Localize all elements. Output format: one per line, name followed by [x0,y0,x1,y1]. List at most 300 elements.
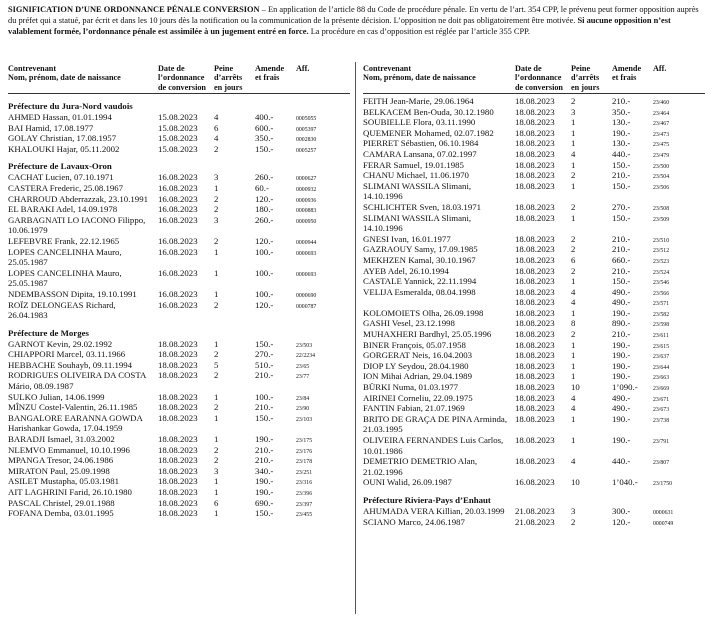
peine-days: 2 [214,370,219,381]
affaire-number: 0000690 [296,292,317,299]
table-row [363,117,705,128]
conversion-date: 18.08.2023 [515,329,555,340]
table-row [8,498,350,509]
conversion-date: 15.08.2023 [158,122,198,133]
amende-amount: 150.- [612,159,631,170]
table-row [8,194,350,205]
left-table-body [8,100,350,519]
affaire-number: 23/460 [653,100,670,106]
conversion-date: 18.08.2023 [515,403,555,414]
amende-amount: 150.- [255,412,274,423]
amende-amount: 190.- [255,434,274,445]
amende-amount: 150.- [255,508,274,519]
amende-amount: 490.- [612,297,631,308]
peine-days: 2 [214,444,219,455]
contrevenant-name: OLIVEIRA FERNANDES Luis Carlos, 10.01.1986 [363,435,504,456]
table-row [363,435,705,456]
peine-days: 2 [571,516,576,527]
affaire-number: 23/671 [653,396,670,403]
table-row [8,349,350,360]
contrevenant-name: KOLOMOIETS Olha, 26.09.1998 [363,307,484,318]
conversion-date: 18.08.2023 [515,201,555,212]
contrevenant-name: ION Mihai Adrian, 29.04.1989 [363,371,472,382]
amende-amount: 190.- [255,487,274,497]
amende-amount: 300.- [612,505,631,516]
table-row [363,276,705,287]
amende-amount: 210.- [255,455,274,466]
contrevenant-name: SOUBIELLE Flora, 03.11.1990 [363,117,476,128]
contrevenant-name: CHIAPPORI Marcel, 03.11.1966 [8,349,126,360]
affaire-number: 23/475 [653,142,670,149]
peine-days: 1 [214,288,219,299]
amende-amount: 1’090.- [612,382,638,393]
amende-amount: 130.- [612,117,631,128]
affaire-number: 23/467 [653,121,670,128]
affaire-number: 23/464 [653,110,670,117]
amende-amount: 100.- [255,246,274,257]
affaire-number: 23/637 [653,354,670,361]
peine-days: 3 [214,214,219,225]
peine-days: 1 [214,508,219,519]
amende-amount: 120.- [255,299,274,310]
peine-days: 2 [571,329,576,340]
conversion-date: 18.08.2023 [515,297,555,308]
contrevenant-name: DIOP LY Seydou, 28.04.1980 [363,360,469,371]
amende-amount: 210.- [612,244,631,255]
peine-days: 2 [214,143,219,154]
header-amende: Amende et frais [612,64,642,83]
peine-days: 3 [571,106,576,117]
affaire-number: 23/103 [296,416,313,423]
contrevenant-name: NDEMBASSON Dipita, 19.10.1991 [8,288,137,299]
amende-amount: 130.- [612,138,631,149]
table-row [8,123,350,134]
affaire-number: 23/663 [653,375,670,382]
conversion-date: 18.08.2023 [515,435,555,445]
table-row [363,96,705,107]
affaire-number: 23/615 [653,343,670,350]
section-heading: Préfecture de Morges [8,327,89,338]
table-row [8,236,350,247]
amende-amount: 210.- [612,233,631,244]
amende-amount: 150.- [255,338,274,349]
conversion-date: 18.08.2023 [158,370,198,381]
left-column [8,62,350,519]
table-row [363,213,705,234]
conversion-date: 18.08.2023 [515,456,555,467]
table-row [363,181,705,202]
affaire-number: 23/176 [296,448,313,455]
table-row [8,360,350,371]
conversion-date: 18.08.2023 [515,96,555,106]
section-heading: Préfecture du Jura-Nord vaudois [8,101,133,111]
amende-amount: 150.- [612,212,631,223]
amende-amount: 150.- [255,143,274,154]
affaire-number: 0000693 [296,271,317,278]
contrevenant-name: GASHI Vesel, 23.12.1998 [363,318,455,329]
amende-amount: 190.- [612,413,631,424]
contrevenant-name: NLEMVO Emmanuel, 10.10.1996 [8,444,130,455]
peine-days: 1 [571,339,576,350]
conversion-date: 18.08.2023 [515,392,555,403]
peine-days: 10 [571,477,580,488]
contrevenant-name: SULKO Julian, 14.06.1999 [8,391,105,402]
contrevenant-name: GNESI Ivan, 16.01.1977 [363,233,451,244]
affaire-number: 0000693 [296,250,317,257]
affaire-number: 23/65 [296,363,310,370]
contrevenant-name: FEITH Jean-Marie, 29.06.1964 [363,96,474,106]
affaire-number: 23/503 [296,342,313,349]
table-row [363,128,705,139]
peine-days: 1 [214,338,219,349]
peine-days: 2 [214,299,219,310]
header-date: Date de l’ordonnance de conversion [158,64,206,92]
contrevenant-name: SLIMANI WASSILA Slimani, 14.10.1996 [363,180,472,202]
contrevenant-name: LOPES CANCELINHA Mauro, 25.05.1987 [8,246,122,268]
table-row [8,487,350,498]
intro-bold-text: Si aucune opposition n’est valablement formée, l’ordonnance pénale est assimilée à un jugement entré en force. [8,16,671,37]
table-row [8,112,350,123]
amende-amount: 350.- [255,133,274,144]
peine-days: 2 [214,455,219,466]
conversion-date: 16.08.2023 [158,288,198,299]
table-row [8,172,350,183]
affaire-number: 23/510 [653,237,670,244]
peine-days: 4 [214,133,219,144]
affaire-number: 0000631 [653,509,674,516]
conversion-date: 18.08.2023 [515,159,555,170]
table-header [8,62,350,94]
peine-days: 3 [214,465,219,476]
conversion-date: 18.08.2023 [515,117,555,128]
table-row [363,382,705,393]
contrevenant-name: CASTALE Yannick, 22.11.1994 [363,276,477,287]
table-row [8,204,350,215]
peine-days: 4 [214,112,219,122]
conversion-date: 18.08.2023 [515,148,555,159]
table-row [363,361,705,372]
affaire-number: 23/1750 [653,481,673,488]
peine-days: 4 [571,148,576,159]
affaire-number: 0000787 [296,303,317,310]
affaire-number: 23/566 [653,290,670,297]
table-row [8,215,350,236]
table-row [8,268,350,289]
conversion-date: 16.08.2023 [158,246,198,257]
affaire-number: 0000883 [296,208,317,215]
amende-amount: 120.- [255,235,274,246]
conversion-date: 18.08.2023 [515,254,555,265]
intro-text-end: La procédure en cas d’opposition est réglée par l’article 355 CPP. [308,27,530,37]
affaire-number: 23/178 [296,459,313,466]
conversion-date: 18.08.2023 [515,276,555,287]
contrevenant-name: BARADJI Ismael, 31.03.2002 [8,434,115,445]
affaire-number: 23/508 [653,205,670,212]
table-row [363,456,705,477]
affaire-number: 23/175 [296,438,313,445]
table-row [363,138,705,149]
table-row [363,393,705,404]
conversion-date: 18.08.2023 [515,233,555,244]
peine-days: 4 [571,392,576,403]
affaire-number: 23/455 [296,512,313,519]
conversion-date: 16.08.2023 [158,267,198,278]
amende-amount: 1’040.- [612,477,638,488]
amende-amount: 440.- [612,456,631,467]
affaire-number: 23/397 [296,501,313,508]
affaire-number: 0005397 [296,126,317,133]
amende-amount: 600.- [255,122,274,133]
amende-amount: 400.- [255,112,274,122]
table-row [8,455,350,466]
table-row [363,149,705,160]
conversion-date: 18.08.2023 [515,360,555,371]
column-divider [355,62,356,614]
peine-days: 2 [571,170,576,181]
table-row [363,308,705,319]
conversion-date: 18.08.2023 [158,338,198,349]
contrevenant-name: BINER François, 05.07.1958 [363,339,466,350]
affaire-number: 23/571 [653,301,670,308]
conversion-date: 18.08.2023 [515,180,555,191]
table-row [363,170,705,181]
affaire-number: 0000749 [653,520,674,527]
amende-amount: 490.- [612,392,631,403]
conversion-date: 21.08.2023 [515,516,555,527]
conversion-date: 18.08.2023 [158,508,198,519]
affaire-number: 0005257 [296,147,317,154]
peine-days: 3 [571,505,576,516]
contrevenant-name: OUNI Walid, 26.09.1987 [363,477,452,488]
contrevenant-name: HEBBACHE Souhayb, 09.11.1994 [8,359,133,370]
notice-title: SIGNIFICATION D’UNE ORDONNANCE PÉNALE CONVERSION [8,5,260,14]
table-row [8,133,350,144]
peine-days: 10 [571,382,580,393]
affaire-number: 23/738 [653,417,670,424]
amende-amount: 690.- [255,497,274,508]
amende-amount: 210.- [612,329,631,340]
amende-amount: 210.- [255,370,274,381]
amende-amount: 260.- [255,214,274,225]
peine-days: 1 [214,476,219,487]
amende-amount: 190.- [612,435,631,445]
affaire-number: 23/673 [653,407,670,414]
table-row [8,183,350,194]
conversion-date: 18.08.2023 [515,170,555,181]
table-row [8,289,350,300]
table-row [8,370,350,391]
table-row [8,434,350,445]
contrevenant-name: AIRINEI Corneliu, 22.09.1975 [363,392,473,403]
peine-days: 4 [571,456,576,467]
peine-days: 2 [571,201,576,212]
conversion-date: 15.08.2023 [158,133,198,144]
conversion-date: 16.08.2023 [158,204,198,215]
amende-amount: 660.- [612,254,631,265]
amende-amount: 210.- [612,96,631,106]
conversion-date: 18.08.2023 [515,339,555,350]
amende-amount: 260.- [255,172,274,183]
conversion-date: 15.08.2023 [158,143,198,154]
contrevenant-name: EL BARAKI Adel, 14.09.1978 [8,204,118,215]
conversion-date: 18.08.2023 [515,350,555,361]
peine-days: 6 [214,497,219,508]
peine-days: 2 [214,193,219,204]
table-row [8,476,350,487]
contrevenant-name: BRITO DE GRAÇA DE PINA Arminda, 21.03.1995 [363,413,508,435]
table-row [363,403,705,414]
peine-days: 1 [571,371,576,382]
amende-amount: 150.- [612,276,631,287]
contrevenant-name: BANGALORE EARANNA GOWDA Harishankar Gowda, 17.04.1959 [8,412,143,434]
peine-days: 5 [214,359,219,370]
contrevenant-name: AIT LAGHRINI Farid, 26.10.1980 [8,487,132,497]
contrevenant-name: GOLAY Christian, 17.08.1957 [8,133,117,144]
contrevenant-name: MEKHZEN Kamal, 30.10.1967 [363,254,476,265]
affaire-number: 23/512 [653,248,670,255]
peine-days: 2 [571,244,576,255]
amende-amount: 190.- [612,350,631,361]
affaire-number: 0000944 [296,239,317,246]
peine-days: 4 [571,297,576,308]
intro-text: – En application de l’article 88 du Code de procédure pénale. En vertu de l’art. 354 CPP, le prévenu peut former opposition auprès du préfet qui a statué, par écrit et dans les 10 jours dès la notification ou la communication de la présente décision. L’opposition ne doit pas obligatoirement être motivée. [8,5,699,26]
conversion-date: 18.08.2023 [515,106,555,117]
peine-days: 1 [571,435,576,445]
amende-amount: 180.- [255,204,274,215]
peine-days: 1 [571,276,576,287]
contrevenant-name: LOPES CANCELINHA Mauro, 25.05.1987 [8,267,122,289]
contrevenant-name: GARBAGNATI LO IACONO Filippo, 10.06.1979 [8,214,146,236]
table-row [8,339,350,350]
amende-amount: 490.- [612,286,631,297]
conversion-date: 18.08.2023 [158,487,198,497]
affaire-number: 23/506 [653,184,670,191]
contrevenant-name: KHALOUKI Hajar, 05.11.2002 [8,143,120,154]
right-column [363,62,705,527]
peine-days: 1 [214,434,219,445]
affaire-number: 23/524 [653,269,670,276]
table-row [363,506,705,517]
peine-days: 1 [571,350,576,361]
conversion-date: 16.08.2023 [158,214,198,225]
table-row [363,107,705,118]
conversion-date: 18.08.2023 [515,138,555,149]
affaire-number: 0000950 [296,218,317,225]
conversion-date: 18.08.2023 [158,444,198,455]
affaire-number: 23/807 [653,460,670,467]
conversion-date: 18.08.2023 [515,212,555,223]
table-header [363,62,705,94]
conversion-date: 18.08.2023 [158,465,198,476]
contrevenant-name: SCIANO Marco, 24.06.1987 [363,516,465,527]
peine-days: 4 [571,403,576,414]
amende-amount: 510.- [255,359,274,370]
contrevenant-name: MUHAXHERI Bardhyl, 25.05.1996 [363,329,492,340]
conversion-date: 18.08.2023 [515,127,555,138]
amende-amount: 190.- [612,360,631,371]
table-row [363,477,705,488]
amende-amount: 150.- [612,180,631,191]
header-aff: Aff. [653,64,667,73]
conversion-date: 18.08.2023 [158,434,198,445]
conversion-date: 18.08.2023 [515,413,555,424]
contrevenant-name: MPANGA Tresor, 24.06.1986 [8,455,114,466]
amende-amount: 100.- [255,288,274,299]
contrevenant-name: FERAR Samuel, 19.01.1985 [363,159,464,170]
right-table-body [363,94,705,527]
peine-days: 1 [571,127,576,138]
conversion-date: 18.08.2023 [515,244,555,255]
amende-amount: 190.- [612,339,631,350]
header-aff: Aff. [296,64,310,73]
affaire-number: 23/77 [296,374,310,381]
amende-amount: 340.- [255,465,274,476]
amende-amount: 190.- [612,127,631,138]
contrevenant-name: GORGERAT Neis, 16.04.2003 [363,350,473,361]
peine-days: 2 [214,402,219,413]
amende-amount: 190.- [255,476,274,487]
contrevenant-name: QUEMENER Mohamed, 02.07.1982 [363,127,494,138]
contrevenant-name: AHUMADA VERA Killian, 20.03.1999 [363,505,505,516]
contrevenant-name: CHARROUD Abderrazzak, 23.10.1991 [8,193,148,204]
contrevenant-name: AHMED Hassan, 01.01.1994 [8,112,112,122]
conversion-date: 18.08.2023 [515,318,555,329]
amende-amount: 210.- [255,402,274,413]
intro-paragraph [8,4,705,38]
amende-amount: 120.- [255,193,274,204]
affaire-number: 0000936 [296,197,317,204]
conversion-date: 16.08.2023 [158,193,198,204]
contrevenant-name: DEMETRIO DEMETRIO Alan, 21.02.1996 [363,456,478,477]
header-name: Contrevenant Nom, prénom, date de naissance [8,64,121,83]
peine-days: 1 [214,412,219,423]
table-row [8,247,350,268]
affaire-number: 22/2234 [296,353,316,360]
conversion-date: 18.08.2023 [158,349,198,360]
peine-days: 2 [571,233,576,244]
header-name: Contrevenant Nom, prénom, date de naissance [363,64,476,83]
affaire-number: 23/500 [653,163,670,170]
conversion-date: 18.08.2023 [515,265,555,276]
table-row [363,202,705,213]
contrevenant-name: MIRATON Paul, 25.09.1998 [8,465,110,476]
peine-days: 1 [571,138,576,149]
contrevenant-name: SCHLICHTER Sven, 18.03.1971 [363,201,482,212]
table-row [8,392,350,403]
contrevenant-name: PIERRET Sébastien, 06.10.1984 [363,138,479,149]
table-row [8,144,350,155]
contrevenant-name: AYEB Adel, 26.10.1994 [363,265,449,276]
table-row [363,371,705,382]
affaire-number: 0000932 [296,186,317,193]
header-peine: Peine d’arrêts en jours [571,64,600,92]
table-row [8,300,350,321]
peine-days: 8 [571,318,576,329]
contrevenant-name: GARNOT Kevin, 29.02.1992 [8,338,113,349]
table-row [363,517,705,528]
contrevenant-name: CACHAT Lucien, 07.10.1971 [8,172,114,183]
amende-amount: 440.- [612,148,631,159]
peine-days: 4 [571,286,576,297]
table-row [363,234,705,245]
peine-days: 1 [571,307,576,318]
affaire-number: 23/546 [653,280,670,287]
contrevenant-name: VELIJA Esmeralda, 08.04.1998 [363,286,476,297]
amende-amount: 190.- [612,307,631,318]
amende-amount: 210.- [612,170,631,181]
peine-days: 2 [571,265,576,276]
conversion-date: 16.08.2023 [158,235,198,246]
